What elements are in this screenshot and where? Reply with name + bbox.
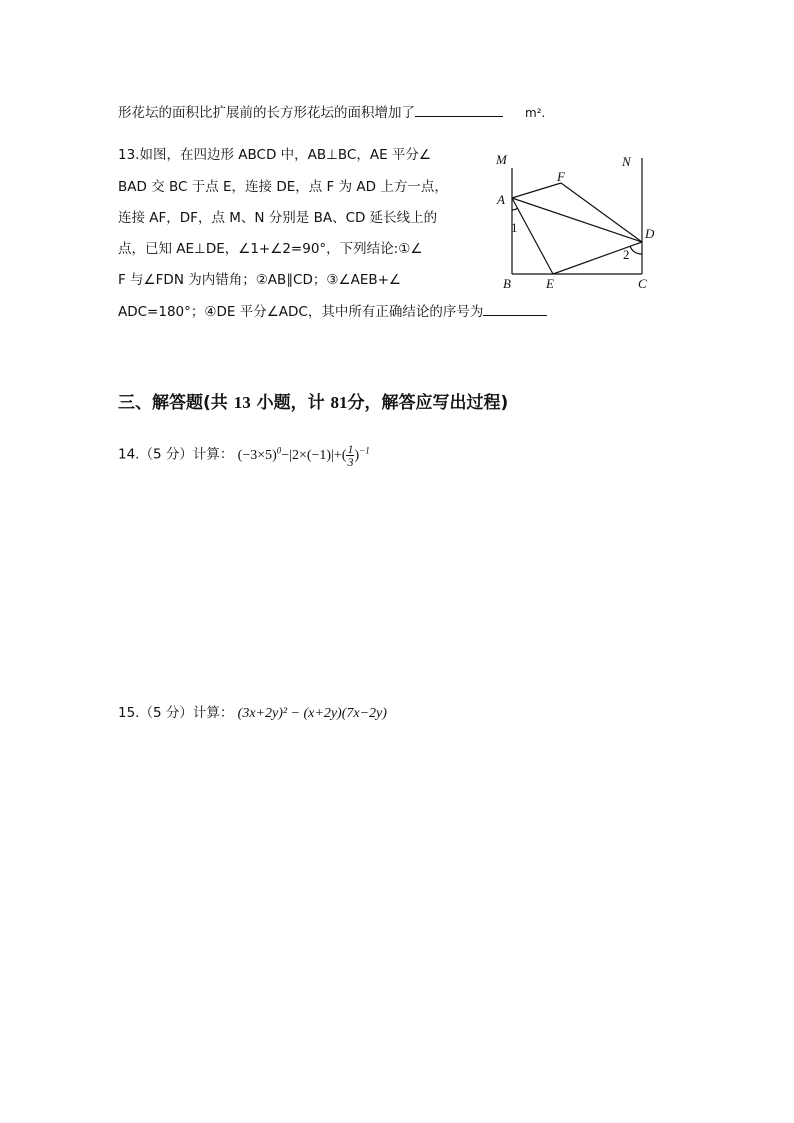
q14-part-b: −|2×(−1)|+(	[281, 447, 347, 463]
section-3-score: 81	[330, 393, 348, 412]
q15-label: 15.（5 分）计算：	[118, 705, 234, 721]
q13-answer-blank[interactable]	[483, 301, 547, 316]
q12-line	[118, 102, 545, 123]
label-m: M	[496, 152, 507, 167]
angle-1-arc	[512, 208, 518, 210]
q13-line-6-text: ADC=180°；④DE 平分∠ADC，其中所有正确结论的序号为	[118, 304, 484, 320]
q14-exp-neg1: −1	[359, 445, 370, 455]
q15-line	[118, 703, 387, 724]
section-3-post: 分，解答应写出过程)	[347, 393, 509, 413]
q14-numerator: 1	[347, 441, 354, 456]
q14-line	[118, 440, 370, 468]
label-e: E	[546, 276, 554, 291]
section-3-count: 13	[233, 393, 251, 412]
segment-af	[512, 183, 561, 198]
q12-text: 形花坛的面积比扩展前的长方形花坛的面积增加了	[118, 105, 415, 121]
label-1: 1	[511, 220, 518, 235]
label-d: D	[645, 226, 655, 241]
q13-line-5: F 与∠FDN 为内错角；②AB∥CD；③∠AEB+∠	[118, 272, 402, 288]
q14-part-c: )	[354, 447, 360, 463]
quadrilateral-figure	[490, 150, 665, 295]
label-2: 2	[623, 247, 630, 262]
label-f: F	[557, 169, 565, 184]
label-a: A	[497, 192, 505, 207]
section-3-pre: 三、解答题(共	[118, 393, 228, 413]
segment-fd	[561, 183, 642, 242]
q14-label: 14.（5 分）计算：	[118, 446, 234, 463]
q14-denominator: 3	[347, 454, 354, 469]
angle-2-arc	[630, 246, 642, 254]
label-b: B	[503, 276, 511, 291]
q13-line-6	[118, 301, 547, 322]
q14-part-a: (−3×5)	[237, 447, 277, 463]
q13-line-2: BAD 交 BC 于点 E，连接 DE，点 F 为 AD 上方一点，	[118, 179, 448, 195]
q14-expression	[237, 441, 370, 469]
q13-line-1: 13.如图，在四边形 ABCD 中，AB⊥BC，AE 平分∠	[118, 147, 431, 163]
q12-answer-blank[interactable]	[415, 102, 503, 117]
q15-expression: (3x+2y)² − (x+2y)(7x−2y)	[237, 706, 387, 721]
q13-line-4: 点，已知 AE⊥DE，∠1+∠2=90°，下列结论:①∠	[118, 241, 423, 257]
q13-line-3: 连接 AF，DF，点 M、N 分别是 BA、CD 延长线上的	[118, 210, 438, 226]
section-3-heading	[118, 388, 508, 413]
q12-unit: m².	[525, 106, 546, 120]
q14-exp-zero: 0	[276, 445, 282, 455]
label-c: C	[638, 276, 647, 291]
section-3-mid: 小题，计	[256, 393, 325, 413]
label-n: N	[622, 154, 631, 169]
